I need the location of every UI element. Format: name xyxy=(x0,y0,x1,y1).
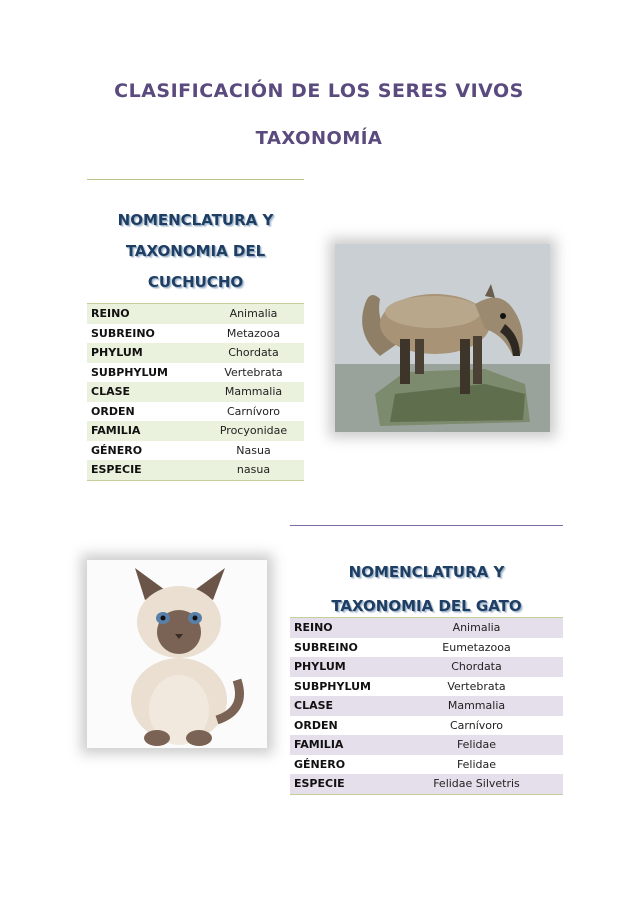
rank-value: Carnívoro xyxy=(226,404,281,418)
section-divider-gato xyxy=(290,525,563,526)
table-row xyxy=(87,363,304,383)
rank-label: FAMILIA xyxy=(290,735,390,755)
rank-label: SUBPHYLUM xyxy=(294,679,371,693)
table-row xyxy=(290,716,563,736)
table-row xyxy=(290,774,563,794)
table-row xyxy=(290,696,563,716)
rank-label: ORDEN xyxy=(91,404,135,418)
table-row xyxy=(290,735,563,755)
coati-photo xyxy=(335,244,550,432)
rank-label: FAMILIA xyxy=(87,421,203,441)
table-row xyxy=(290,618,563,638)
rank-value: Chordata xyxy=(203,343,304,363)
document-subtitle: TAXONOMÍA xyxy=(255,128,383,149)
rank-value: Felidae xyxy=(390,735,563,755)
table-row xyxy=(290,677,563,697)
rank-label: CLASE xyxy=(87,382,203,402)
rank-label: REINO xyxy=(87,304,203,324)
rank-label: PHYLUM xyxy=(87,343,203,363)
cuchucho-taxonomy-table xyxy=(87,303,304,481)
rank-value: Mammalia xyxy=(203,382,304,402)
table-row xyxy=(290,638,563,658)
cuchucho-heading-line: TAXONOMIA DEL xyxy=(125,242,266,260)
rank-label: SUBPHYLUM xyxy=(91,365,168,379)
rank-value: Chordata xyxy=(390,657,563,677)
document-title: CLASIFICACIÓN DE LOS SERES VIVOS xyxy=(114,80,524,102)
rank-label: REINO xyxy=(290,618,390,638)
gato-heading xyxy=(290,555,563,623)
rank-value: Metazooa xyxy=(226,326,281,340)
table-row xyxy=(290,657,563,677)
rank-label: ORDEN xyxy=(294,718,338,732)
table-row xyxy=(87,421,304,441)
table-row xyxy=(87,460,304,480)
rank-value: Mammalia xyxy=(390,696,563,716)
table-row xyxy=(87,441,304,461)
table-row xyxy=(87,382,304,402)
rank-label: ESPECIE xyxy=(87,460,203,480)
cuchucho-heading-line: NOMENCLATURA Y xyxy=(117,211,274,229)
table-row xyxy=(87,304,304,324)
rank-label: SUBREINO xyxy=(294,640,358,654)
rank-value: Felidae Silvetris xyxy=(390,774,563,794)
rank-value: Animalia xyxy=(203,304,304,324)
rank-label: GÉNERO xyxy=(91,443,143,457)
table-row xyxy=(87,324,304,344)
rank-value: Felidae xyxy=(456,757,497,771)
table-row xyxy=(87,402,304,422)
rank-value: Eumetazooa xyxy=(442,640,511,654)
rank-value: Vertebrata xyxy=(224,365,283,379)
rank-value: Vertebrata xyxy=(447,679,506,693)
rank-value: nasua xyxy=(203,460,304,480)
rank-value: Nasua xyxy=(236,443,271,457)
rank-label: SUBREINO xyxy=(91,326,155,340)
gato-heading-line: NOMENCLATURA Y xyxy=(348,563,505,581)
rank-value: Animalia xyxy=(390,618,563,638)
cat-photo xyxy=(87,560,267,748)
section-divider-cuchucho xyxy=(87,179,304,180)
rank-value: Procyonidae xyxy=(203,421,304,441)
rank-label: CLASE xyxy=(290,696,390,716)
gato-taxonomy-table xyxy=(290,617,563,795)
table-row xyxy=(87,343,304,363)
cuchucho-heading xyxy=(87,205,304,298)
rank-value: Carnívoro xyxy=(449,718,504,732)
table-row xyxy=(290,755,563,775)
rank-label: ESPECIE xyxy=(290,774,390,794)
rank-label: PHYLUM xyxy=(290,657,390,677)
gato-heading-line: TAXONOMIA DEL GATO xyxy=(331,597,522,615)
cuchucho-heading-line: CUCHUCHO xyxy=(147,273,244,291)
rank-label: GÉNERO xyxy=(294,757,346,771)
